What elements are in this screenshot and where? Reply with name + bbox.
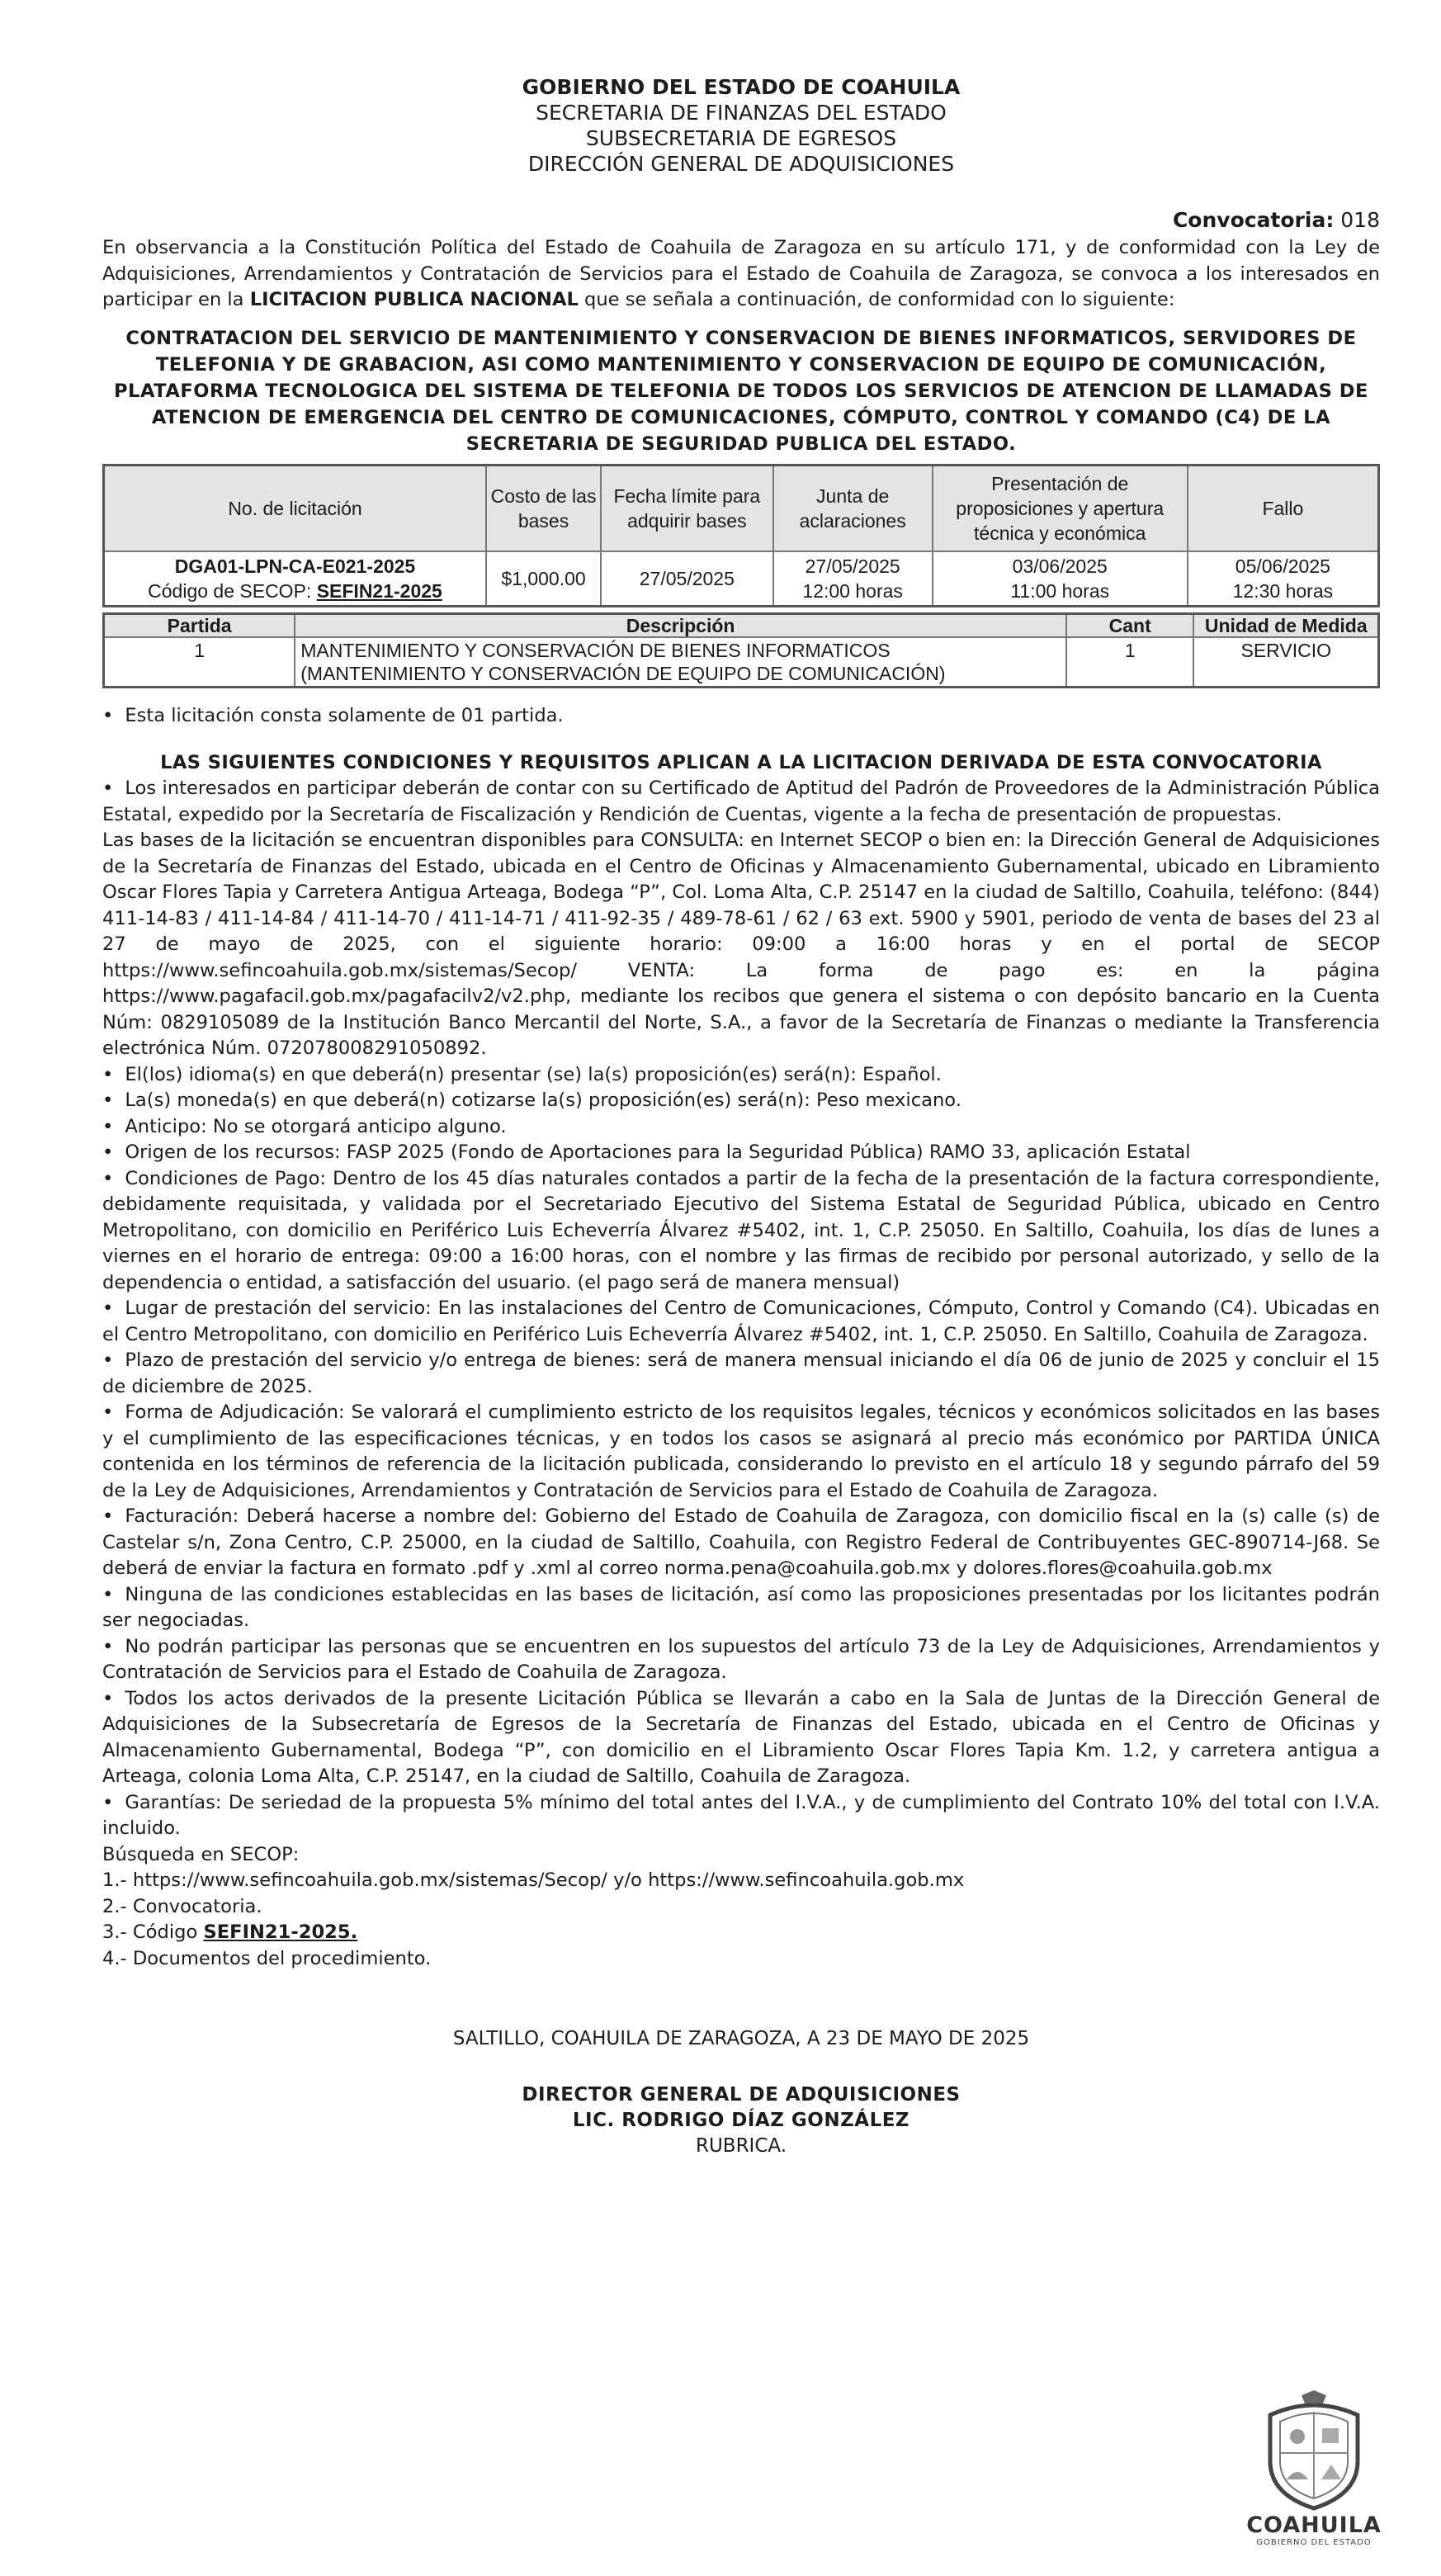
logo-name: COAHUILA <box>1246 2512 1382 2538</box>
tender-schedule-table <box>102 464 1380 607</box>
signer-position: DIRECTOR GENERAL DE ADQUISICIONES <box>522 2084 961 2106</box>
th-junta: Junta de aclaraciones <box>773 465 933 551</box>
bases-paragraph: Las bases de la licitación se encuentran disponibles para CONSULTA: en Internet SECOP o bien en: la Dirección General de Adquisiciones de la Secretaría de Finanzas del Estado, ubicada en el Centro de Oficinas y Almacenamiento Gubernamental, ubicado en Libramiento Oscar Flores Tapia y Carretera Antigua Arteaga, Bodega “P”, Col. Loma Alta, C.P. 25147 en la ciudad de Saltillo, Coahuila, teléfono: (844) 411-14-83 / 411-14-84 / 411-14-70 / 411-14-71 / 411-92-35 / 489-78-61 / 62 / 63 ext. 5900 y 5901, periodo de venta de bases del 23 al 27 de mayo de 2025, con el siguiente horario: 09:00 a 16:00 horas y en el portal de SECOP https://www.sefincoahuila.gob.mx/sistemas/Secop/ VENTA: La forma de pago es: en la página https://www.pagafacil.gob.mx/pagafacilv2/v2.php, mediante los recibos que genera el sistema o con depósito bancario en la Cuenta Núm: 0829105089 de la Institución Banco Mercantil del Norte, S.A., a favor de la Secretaría de Finanzas o mediante la Transferencia electrónica Núm. 072078008291050892. <box>102 830 1380 1059</box>
header-subsecretaria: SUBSECRETARIA DE EGRESOS <box>585 126 897 150</box>
condition-item: • Anticipo: No se otorgará anticipo alguno. <box>102 1114 1380 1141</box>
cell-partida: 1 <box>104 637 295 688</box>
th-licitacion: No. de licitación <box>104 465 487 551</box>
junta-date: 27/05/2025 <box>805 555 900 577</box>
header-direccion: DIRECCIÓN GENERAL DE ADQUISICIONES <box>527 152 955 176</box>
th-unidad: Unidad de Medida <box>1193 613 1378 637</box>
cell-licitacion <box>104 551 487 607</box>
coahuila-logo <box>1231 2389 1396 2547</box>
convocatoria-label: Convocatoria: <box>1172 208 1335 232</box>
intro-paragraph <box>102 235 1380 314</box>
condition-item: • Facturación: Deberá hacerse a nombre del: Gobierno del Estado de Coahuila de Zaragoza, con domicilio fiscal en la (s) calle (s) de Castelar s/n, Zona Centro, C.P. 25000, en la ciudad de Saltillo, Coahuila, con Registro Federal de Contribuyentes GEC-890714-J68. Se deberá de enviar la factura en formato .pdf y .xml al correo norma.pena@coahuila.gob.mx y dolores.flores@coahuila.gob.mx <box>102 1504 1380 1582</box>
header-government: GOBIERNO DEL ESTADO DE COAHUILA <box>522 75 961 99</box>
logo-subtitle: GOBIERNO DEL ESTADO <box>1256 2538 1372 2547</box>
condition-item: • Todos los actos derivados de la presente Licitación Pública se llevarán a cabo en la Sala de Juntas de la Dirección General de Adquisiciones de la Subsecretaría de Egresos de la Secretaría de Finanzas del Estado, ubicada en el Centro de Oficinas y Almacenamiento Gubernamental, Bodega “P”, con domicilio en el Libramiento Oscar Flores Tapia Km. 1.2, y carretera antigua a Arteaga, colonia Loma Alta, C.P. 25147, en la ciudad de Saltillo, Coahuila de Zaragoza. <box>102 1686 1380 1790</box>
place-date: SALTILLO, COAHUILA DE ZARAGOZA, A 23 DE MAYO DE 2025 <box>452 2028 1030 2049</box>
fallo-date: 05/06/2025 <box>1235 555 1330 577</box>
partida-table <box>102 612 1380 688</box>
conditions-title: LAS SIGUIENTES CONDICIONES Y REQUISITOS APLICAN A LA LICITACION DERIVADA DE ESTA CONVOCATORIA <box>160 752 1322 773</box>
th-costo: Costo de las bases <box>486 465 601 551</box>
secop-code-line <box>108 579 482 603</box>
th-partida: Partida <box>104 613 295 637</box>
secop-step-1: 1.- https://www.sefincoahuila.gob.mx/sistemas/Secop/ y/o https://www.sefincoahuila.gob.mx <box>102 1869 965 1891</box>
signature-note: RUBRICA. <box>695 2135 787 2157</box>
document-page <box>102 74 1380 2159</box>
condition-item: • Origen de los recursos: FASP 2025 (Fondo de Aportaciones para la Seguridad Pública) RAMO 33, aplicación Estatal <box>102 1140 1380 1166</box>
cell-cant: 1 <box>1066 637 1194 688</box>
cell-unidad: SERVICIO <box>1193 637 1378 688</box>
cell-fecha-limite: 27/05/2025 <box>601 551 773 607</box>
table-row <box>104 637 1379 688</box>
secop-step-3-prefix: 3.- Código <box>102 1921 204 1943</box>
cell-fallo <box>1188 551 1379 607</box>
cell-junta <box>773 551 933 607</box>
signer-name: LIC. RODRIGO DÍAZ GONZÁLEZ <box>572 2110 910 2131</box>
signature-block <box>102 2082 1380 2159</box>
th-presentacion: Presentación de proposiciones y apertura técnica y económica <box>933 465 1188 551</box>
junta-time: 12:00 horas <box>802 579 903 602</box>
licitacion-number: DGA01-LPN-CA-E021-2025 <box>174 555 416 577</box>
cell-costo: $1,000.00 <box>486 551 601 607</box>
cell-descripcion: MANTENIMIENTO Y CONSERVACIÓN DE BIENES INFORMATICOS (MANTENIMIENTO Y CONSERVACIÓN DE EQUIPO DE COMUNICACIÓN) <box>295 637 1066 688</box>
condition-item: • Lugar de prestación del servicio: En las instalaciones del Centro de Comunicaciones, Cómputo, Control y Comando (C4). Ubicadas en el Centro Metropolitano, con domicilio en Periférico Luis Echeverría Álvarez #5402, int. 1, C.P. 25050. En Saltillo, Coahuila de Zaragoza. <box>102 1296 1380 1348</box>
convocatoria-value: 018 <box>1340 208 1380 232</box>
coat-of-arms-icon <box>1252 2389 1376 2512</box>
presentacion-time: 11:00 horas <box>1010 579 1110 602</box>
intro-text-2: que se señala a continuación, de conformidad con lo siguiente: <box>578 289 1175 310</box>
tender-title: CONTRATACION DEL SERVICIO DE MANTENIMIENTO Y CONSERVACION DE BIENES INFORMATICOS, SERVIDORES DE TELEFONIA Y DE GRABACION, ASI COMO MANTENIMIENTO Y CONSERVACION DE EQUIPO DE COMUNICACIÓN, PLATAFORMA TECNOLOGICA DEL SISTEMA DE TELEFONIA DE TODOS LOS SERVICIOS DE ATENCION DE LLAMADAS DE ATENCION DE EMERGENCIA DEL CENTRO DE COMUNICACIONES, CÓMPUTO, CONTROL Y COMANDO (C4) DE LA SECRETARIA DE SEGURIDAD PUBLICA DEL ESTADO. <box>114 327 1368 455</box>
table-row <box>104 551 1379 607</box>
condition-item: • Forma de Adjudicación: Se valorará el cumplimiento estricto de los requisitos legales, técnicos y económicos solicitados en las bases y el cumplimiento de las especificaciones técnicas, y en todos los casos se asignará al precio más económico por PARTIDA ÚNICA contenida en los términos de referencia de la licitación publicada, considerando lo previsto en el artículo 18 y segundo párrafo del 59 de la Ley de Adquisiciones, Arrendamientos y Contratación de Servicios para el Estado de Coahuila de Zaragoza. <box>102 1400 1380 1504</box>
note-partida: • Esta licitación consta solamente de 01 partida. <box>102 703 1380 730</box>
condition-item: • Condiciones de Pago: Dentro de los 45 días naturales contados a partir de la fecha de la presentación de la factura correspondiente, debidamente requisitada, y validada por el Secretariado Ejecutivo del Sistema Estatal de Seguridad Pública, ubicado en Centro Metropolitano, con domicilio en Periférico Luis Echeverría Álvarez #5402, int. 1, C.P. 25050. En Saltillo, Coahuila, los días de lunes a viernes en el horario de entrega: 09:00 a 16:00 horas, con el nombre y las firmas de recibido por personal autorizado, y sello de la dependencia o entidad, a satisfacción del usuario. (el pago será de manera mensual) <box>102 1166 1380 1297</box>
condition-item: • No podrán participar las personas que se encuentren en los supuestos del artículo 73 de la Ley de Adquisiciones, Arrendamientos y Contratación de Servicios para el Estado de Coahuila de Zaragoza. <box>102 1634 1380 1686</box>
secop-step-2: 2.- Convocatoria. <box>102 1895 262 1917</box>
table-header-row <box>104 465 1379 551</box>
condition-item: • Los interesados en participar deberán de contar con su Certificado de Aptitud del Padrón de Proveedores de la Administración Pública Estatal, expedido por la Secretaría de Fiscalización y Rendición de Cuentas, vigente a la fecha de presentación de propuestas. <box>102 776 1380 828</box>
fallo-time: 12:30 horas <box>1232 579 1334 602</box>
document-header <box>102 74 1380 177</box>
condition-item: • Ninguna de las condiciones establecidas en las bases de licitación, así como las proposiciones presentadas por los licitantes podrán ser negociadas. <box>102 1582 1380 1634</box>
th-descripcion: Descripción <box>295 613 1066 637</box>
condition-item: • Plazo de prestación del servicio y/o entrega de bienes: será de manera mensual iniciando el día 06 de junio de 2025 y concluir el 15 de diciembre de 2025. <box>102 1348 1380 1400</box>
condition-item: • Garantías: De seriedad de la propuesta 5% mínimo del total antes del I.V.A., y de cumplimiento del Contrato 10% del total con I.V.A. incluido. <box>102 1790 1380 1842</box>
secop-code: SEFIN21-2025 <box>316 579 442 602</box>
secop-label: Código de SECOP: <box>148 579 317 602</box>
th-cant: Cant <box>1066 613 1194 637</box>
secop-step-4: 4.- Documentos del procedimiento. <box>102 1947 432 1969</box>
secop-search <box>102 1842 1380 1973</box>
condition-item: • El(los) idioma(s) en que deberá(n) presentar (se) la(s) proposición(es) será(n): Español. <box>102 1062 1380 1089</box>
table-header-row <box>104 613 1379 637</box>
condition-item: • La(s) moneda(s) en que deberá(n) cotizarse la(s) proposición(es) será(n): Peso mexicano. <box>102 1088 1380 1114</box>
secop-search-label: Búsqueda en SECOP: <box>102 1843 300 1865</box>
intro-text-1: En observancia a la Constitución Política del Estado de Coahuila de Zaragoza en su artículo 171, y de conformidad con la Ley de Adquisiciones, Arrendamientos y Contratación de Servicios para el Estado de Coahuila de Zaragoza, se convoca a los interesados en participar en la <box>102 237 1380 310</box>
cell-presentacion <box>933 551 1188 607</box>
secop-step-3-code: SEFIN21-2025. <box>203 1921 358 1943</box>
th-fecha-limite: Fecha límite para adquirir bases <box>601 465 773 551</box>
header-secretaria: SECRETARIA DE FINANZAS DEL ESTADO <box>536 101 947 125</box>
convocatoria-number <box>102 208 1380 232</box>
secop-step-3 <box>102 1920 1380 1946</box>
intro-bold: LICITACION PUBLICA NACIONAL <box>249 289 579 310</box>
th-fallo: Fallo <box>1188 465 1379 551</box>
presentacion-date: 03/06/2025 <box>1012 555 1108 577</box>
